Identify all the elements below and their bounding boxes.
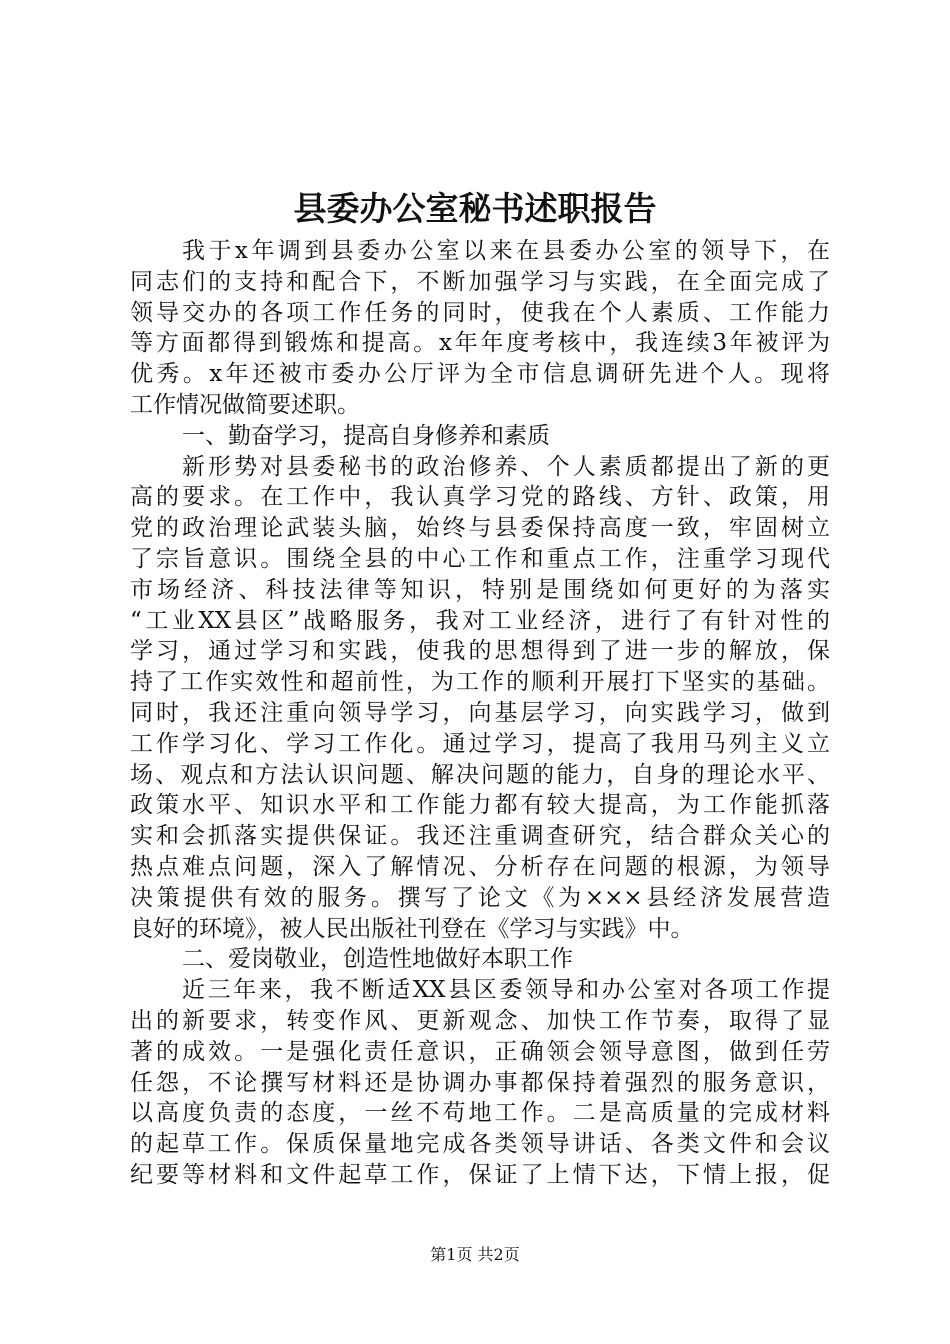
text-line: 党的政治理论武装头脑，始终与县委保持高度一致，牢固树立 — [130, 515, 830, 542]
text-line: 高的要求。在工作中，我认真学习党的路线、方针、政策，用 — [130, 484, 830, 511]
text-line: 决策提供有效的服务。撰写了论文《为×××县经济发展营造 — [130, 884, 830, 911]
text-line: 工作情况做简要述职。 — [130, 391, 360, 418]
text-line: 热点难点问题，深入了解情况、分析存在问题的根源，为领导 — [130, 853, 830, 880]
text-line: 实和会抓落实提供保证。我还注重调查研究，结合群众关心的 — [130, 823, 830, 850]
text-line: 新形势对县委秘书的政治修养、个人素质都提出了新的更 — [182, 453, 830, 480]
text-line: 持了工作实效性和超前性，为工作的顺利开展打下坚实的基础。 — [130, 669, 830, 696]
page-footer: 第1页 共2页 — [430, 1245, 520, 1264]
text-line: 学习，通过学习和实践，使我的思想得到了进一步的解放，保 — [130, 638, 830, 665]
text-line: 任怨，不论撰写材料还是协调办事都保持着强烈的服务意识， — [130, 1069, 830, 1096]
text-line: 一、勤奋学习，提高自身修养和素质 — [182, 422, 550, 449]
text-line: 工作学习化、学习工作化。通过学习，提高了我用马列主义立 — [130, 730, 830, 757]
text-line: 的起草工作。保质保量地完成各类领导讲话、各类文件和会议 — [130, 1131, 830, 1158]
document-body — [130, 236, 830, 1191]
text-line: 了宗旨意识。围绕全县的中心工作和重点工作，注重学习现代 — [130, 545, 830, 572]
text-line: “工业XX县区”战略服务，我对工业经济，进行了有针对性的 — [130, 607, 830, 634]
text-line: 优秀。x年还被市委办公厅评为全市信息调研先进个人。现将 — [130, 361, 830, 388]
text-line: 等方面都得到锻炼和提高。x年年度考核中，我连续3年被评为 — [130, 330, 830, 357]
text-line: 出的新要求，转变作风、更新观念、加快工作节奏，取得了显 — [130, 1007, 830, 1034]
text-line: 以高度负责的态度，一丝不苟地工作。二是高质量的完成材料 — [130, 1100, 830, 1127]
text-line: 纪要等材料和文件起草工作，保证了上情下达，下情上报，促 — [130, 1161, 830, 1188]
text-line: 市场经济、科技法律等知识，特别是围绕如何更好的为落实 — [130, 576, 830, 603]
text-line: 同时，我还注重向领导学习，向基层学习，向实践学习，做到 — [130, 699, 830, 726]
document-title: 县委办公室秘书述职报告 — [293, 189, 657, 228]
text-line: 良好的环境》，被人民出版社刊登在《学习与实践》中。 — [130, 915, 694, 942]
text-line: 我于x年调到县委办公室以来在县委办公室的领导下，在 — [182, 238, 830, 264]
text-line: 领导交办的各项工作任务的同时，使我在个人素质、工作能力 — [130, 299, 830, 326]
text-line: 同志们的支持和配合下，不断加强学习与实践，在全面完成了 — [130, 268, 830, 295]
text-line: 近三年来，我不断适XX县区委领导和办公室对各项工作提 — [182, 977, 830, 1004]
text-line: 著的成效。一是强化责任意识，正确领会领导意图，做到任劳 — [130, 1038, 830, 1065]
text-line: 政策水平、知识水平和工作能力都有较大提高，为工作能抓落 — [130, 792, 830, 819]
text-line: 二、爱岗敬业，创造性地做好本职工作 — [182, 946, 573, 973]
text-line: 场、观点和方法认识问题、解决问题的能力，自身的理论水平、 — [130, 761, 830, 788]
